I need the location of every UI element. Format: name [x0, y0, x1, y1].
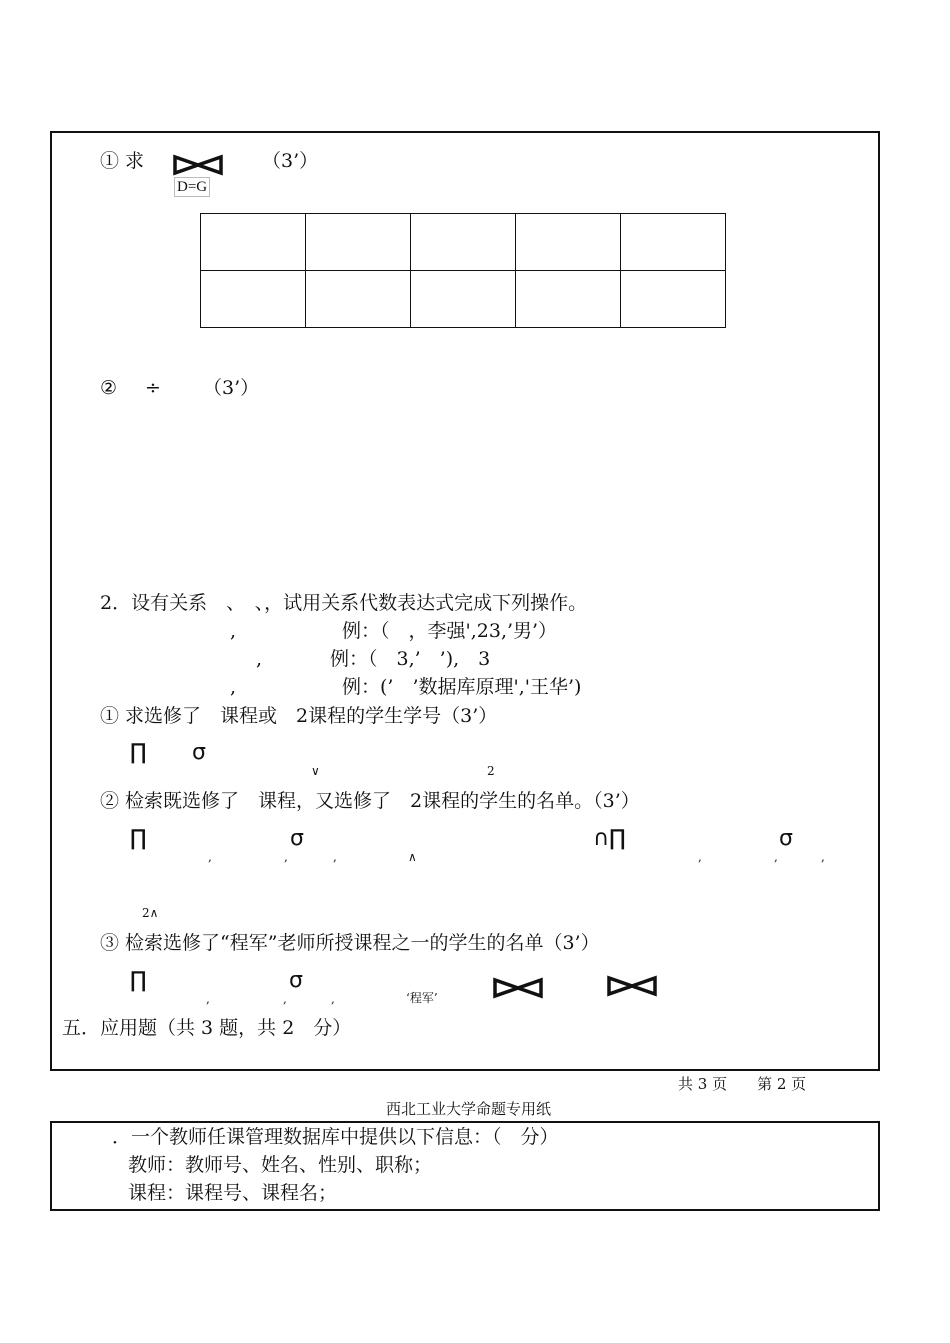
page-number: 共 3 页 第 2 页: [678, 1075, 807, 1093]
projection-symbol: ∏: [130, 826, 147, 851]
natural-join-icon: [492, 977, 544, 999]
table-cell: [516, 214, 621, 271]
comma: ,: [283, 992, 287, 1006]
app-q-line2: 教师：教师号、姓名、性别、职称；: [128, 1154, 433, 1176]
relation-a-comma: ,: [230, 620, 237, 642]
projection-symbol: ∏: [130, 968, 147, 993]
selection-symbol: σ: [192, 740, 206, 765]
q2-intro: 2．设有关系 、 、，试用关系代数表达式完成下列操作。: [100, 592, 588, 614]
comma: ,: [698, 850, 702, 864]
table-cell: [621, 271, 726, 328]
intersect-projection-symbol: ∩∏: [593, 826, 626, 851]
q1-1-label: ① 求: [100, 150, 145, 172]
table-cell: [306, 214, 411, 271]
q2-1-text: ① 求选修了 课程或 2课程的学生学号（3’）: [100, 705, 498, 727]
table-cell: [201, 271, 306, 328]
app-q-line1: ．一个教师任课管理数据库中提供以下信息：（ 分）: [112, 1126, 559, 1148]
table-cell: [621, 214, 726, 271]
table-cell: [411, 214, 516, 271]
q1-2-label: ②: [100, 377, 118, 399]
comma: ,: [774, 850, 778, 864]
projection-symbol: ∏: [130, 740, 147, 765]
table-cell: [411, 271, 516, 328]
next-page-title: 西北工业大学命题专用纸: [386, 1100, 552, 1118]
table-cell: [306, 271, 411, 328]
comma: ,: [331, 992, 335, 1006]
table-row: [201, 271, 726, 328]
comma: ,: [821, 850, 825, 864]
q1-1-points: （3’）: [262, 150, 319, 172]
relation-b-example: 例：（ 3,’ ’), 3: [330, 648, 491, 670]
natural-join-icon: [172, 154, 224, 176]
relation-a-example: 例：（ ，李强',23,’男’）: [342, 620, 558, 642]
selection-symbol: σ: [289, 968, 303, 993]
table-cell: [516, 271, 621, 328]
natural-join-icon: [606, 975, 658, 997]
q1-2-points: （3’）: [203, 377, 260, 399]
comma: ,: [333, 850, 337, 864]
subscript-2-and: 2∧: [142, 906, 159, 920]
relation-c-comma: ,: [230, 676, 237, 698]
relation-b-comma: ,: [256, 648, 263, 670]
relation-c-example: 例：(’ ’数据库原理','王华’): [342, 676, 582, 698]
subscript-2: 2: [487, 764, 495, 778]
join-condition: D=G: [174, 177, 210, 197]
table-row: [201, 214, 726, 271]
q2-3-text: ③ 检索选修了“程军”老师所授课程之一的学生的名单（3’）: [100, 932, 600, 954]
divide-symbol: ÷: [145, 377, 161, 399]
comma: ,: [284, 850, 288, 864]
answer-table: [200, 213, 726, 328]
comma: ,: [206, 992, 210, 1006]
q2-2-text: ② 检索既选修了 课程，又选修了 2课程的学生的名单。（3’）: [100, 790, 640, 812]
or-symbol: ∨: [311, 764, 320, 778]
and-symbol: ∧: [408, 850, 417, 864]
app-q-line3: 课程：课程号、课程名；: [128, 1182, 338, 1204]
comma: ,: [208, 850, 212, 864]
table-cell: [201, 214, 306, 271]
selection-symbol: σ: [290, 826, 304, 851]
teacher-condition: ‘程军’: [406, 991, 438, 1005]
section5-heading: 五．应用题（共 3 题，共 2 分）: [62, 1017, 352, 1039]
selection-symbol: σ: [779, 826, 793, 851]
